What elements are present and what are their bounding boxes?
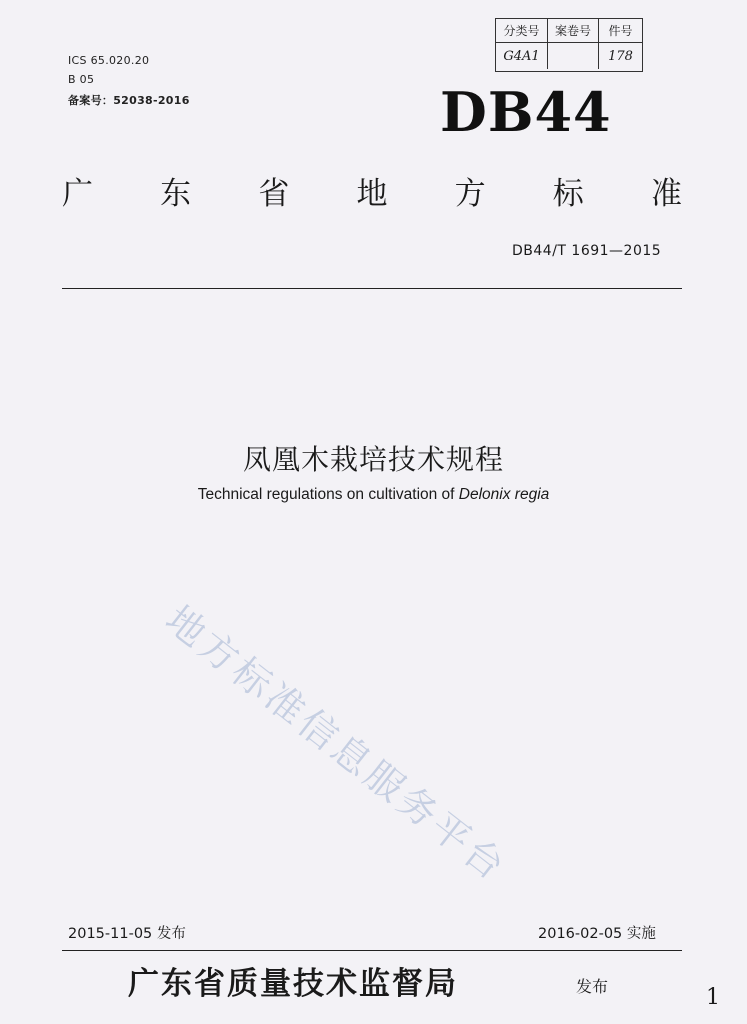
- stamp-value-category: G4A1: [496, 43, 548, 69]
- effective-date: 2016-02-05 实施: [538, 926, 656, 942]
- document-title-english: [0, 486, 747, 504]
- heading-char: 东: [160, 176, 192, 212]
- record-label: 备案号：: [68, 94, 114, 107]
- document-title-chinese: 凤凰木栽培技术规程: [242, 443, 504, 476]
- footer-divider: [62, 950, 682, 951]
- stamp-value-item: 178: [608, 48, 633, 64]
- header-divider: [62, 288, 682, 289]
- record-number: [68, 92, 190, 108]
- heading-char: 广: [62, 176, 93, 212]
- heading-char: 地: [356, 176, 388, 212]
- standard-type-heading: [62, 168, 682, 213]
- stamp-header-item: 件号: [599, 19, 642, 43]
- archive-stamp: [495, 18, 643, 72]
- record-value: 52038-2016: [113, 94, 190, 107]
- publisher-suffix: 发布: [576, 977, 609, 996]
- standard-number: DB44/T 1691—2015: [512, 243, 662, 259]
- ics-code: ICS 65.020.20: [68, 54, 150, 67]
- standard-code-logo: DB44: [440, 80, 612, 144]
- stamp-header-volume: 案卷号: [548, 19, 599, 43]
- heading-char: 标: [552, 176, 584, 212]
- stamp-value-volume: [548, 43, 599, 69]
- watermark: 地方标准信息服务平台: [157, 597, 516, 891]
- issue-date: 2015-11-05 发布: [68, 926, 186, 942]
- heading-char: 方: [454, 176, 486, 212]
- english-title-prefix: Technical regulations on cultivation of: [197, 486, 459, 503]
- heading-char: 准: [650, 176, 682, 212]
- publisher-name: 广东省质量技术监督局: [128, 966, 458, 1002]
- class-code: B 05: [68, 73, 95, 86]
- stamp-header-category: 分类号: [496, 19, 548, 43]
- species-name: Delonix regia: [458, 486, 550, 503]
- heading-char: 省: [258, 176, 290, 212]
- page-number: 1: [706, 985, 720, 1010]
